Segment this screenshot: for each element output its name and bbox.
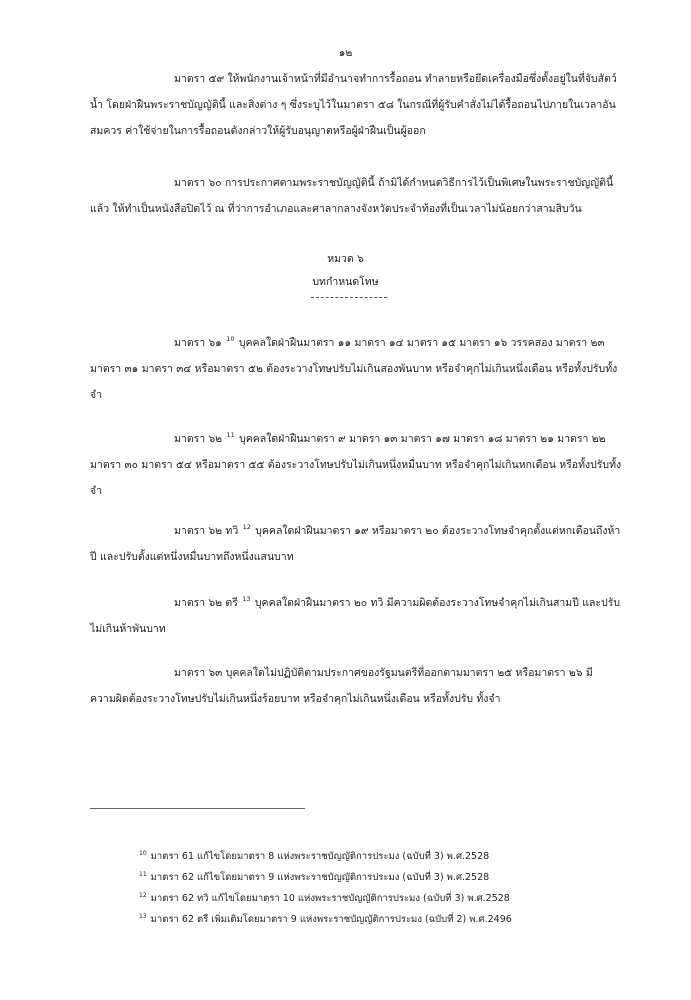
footnote: [138, 909, 618, 930]
paragraph-line: น้ำ โดยฝ่าฝืนพระราชบัญญัตินี้ และสิ่งต่าง ๆ ซึ่งระบุไว้ในมาตรา ๕๘ ในกรณีที่ผู้รับคำสั่งไม่ได้รื้อถอนไปภายในเวลาอัน: [90, 99, 616, 111]
footnote: [138, 867, 618, 888]
section-59-paragraph: [90, 66, 615, 144]
footnote-number: 10: [139, 850, 147, 857]
section-text: บุคคลใดฝ่าฝืนมาตรา ๑๑ มาตรา ๑๔ มาตรา ๑๕ มาตรา ๑๖ วรรคสอง มาตรา ๒๓: [238, 337, 605, 349]
paragraph-line: มาตรา ๓๑ มาตรา ๓๔ หรือมาตรา ๕๒ ต้องระวางโทษปรับไม่เกินสองพันบาท หรือจำคุกไม่เกินหนึ่งเดือน หรือทั้งปรับทั้ง: [90, 363, 618, 375]
section-heading: มาตรา ๖๒: [174, 433, 223, 445]
paragraph-line: จำ: [90, 485, 103, 497]
section-62-ter-paragraph: [90, 590, 621, 642]
paragraph-line: [90, 330, 615, 356]
section-text: บุคคลใดฝ่าฝืนมาตรา ๑๙ หรือมาตรา ๒๐ ต้องระวางโทษจำคุกตั้งแต่หกเดือนถึงห้า: [255, 525, 621, 537]
footnote-text: มาตรา 61 แก้ไขโดยมาตรา 8 แห่งพระราชบัญญัติการประมง (ฉบับที่ 3) พ.ศ.2528: [150, 851, 490, 862]
footnote-number: 11: [139, 871, 147, 878]
section-61-paragraph: [90, 330, 618, 408]
chapter-separator: [311, 297, 387, 298]
section-63-paragraph: [90, 660, 615, 712]
section-62-bis-paragraph: [90, 518, 621, 570]
paragraph-line: [90, 590, 621, 616]
paragraph-line: [90, 426, 615, 452]
paragraph-line: มาตรา ๓๐ มาตรา ๕๔ หรือมาตรา ๕๕ ต้องระวางโทษปรับไม่เกินหนึ่งหมื่นบาท หรือจำคุกไม่เกินหกเดือน หรือทั้งปรับทั้ง: [90, 459, 622, 471]
section-60-paragraph: [90, 170, 615, 222]
chapter-subtitle: บทกำหนดโทษ: [312, 276, 379, 288]
page-number: ๑๒: [338, 47, 353, 59]
section-text: บุคคลใดฝ่าฝืนมาตรา ๙ มาตรา ๑๓ มาตรา ๑๗ มาตรา ๑๘ มาตรา ๒๑ มาตรา ๒๒: [239, 433, 606, 445]
paragraph-line: [90, 660, 615, 686]
footnote-text: มาตรา 62 ตรี เพิ่มเติมโดยมาตรา 9 แห่งพระราชบัญญัติการประมง (ฉบับที่ 2) พ.ศ.2496: [150, 914, 512, 925]
paragraph-line: มาตรา ๖๐ การประกาศตามพระราชบัญญัตินี้ ถ้ามิได้กำหนดวิธีการไว้เป็นพิเศษในพระราชบัญญัตินี้: [174, 177, 614, 189]
footnote-number: 13: [139, 913, 147, 920]
footnote-marker: 12: [242, 523, 251, 531]
paragraph-line: แล้ว ให้ทำเป็นหนังสือปิดไว้ ณ ที่ว่าการอำเภอและศาลากลางจังหวัดประจำท้องที่เป็นเวลาไม่น้อยกว่าสามสิบวัน: [90, 203, 582, 215]
section-heading: มาตรา ๖๒ ตรี: [174, 597, 238, 609]
footnote-marker: 11: [226, 431, 235, 439]
chapter-title: หมวด ๖: [327, 253, 364, 265]
section-62-paragraph: [90, 426, 622, 504]
footnote: [138, 846, 618, 867]
section-heading: มาตรา ๖๒ ทวิ: [174, 525, 239, 537]
section-text: บุคคลใดไม่ปฏิบัติตามประกาศของรัฐมนตรีที่ออกตามมาตรา ๒๕ หรือมาตรา ๒๖ มี: [225, 667, 593, 679]
footnotes: [138, 846, 618, 930]
paragraph-line: มาตรา ๕๙ ให้พนักงานเจ้าหน้าที่มีอำนาจทำการรื้อถอน ทำลายหรือยึดเครื่องมือซึ่งตั้งอยู่ในที่จับสัตว์: [174, 73, 617, 85]
footnote-marker: 10: [226, 335, 235, 343]
paragraph-line: ไม่เกินห้าพันบาท: [90, 623, 166, 635]
paragraph-line: [90, 518, 621, 544]
footnote-separator: [90, 808, 305, 809]
footnote-number: 12: [139, 892, 147, 899]
footnote-marker: 13: [242, 595, 251, 603]
section-heading: มาตรา ๖๑: [174, 337, 222, 349]
paragraph-line: ความผิดต้องระวางโทษปรับไม่เกินหนึ่งร้อยบาท หรือจำคุกไม่เกินหนึ่งเดือน หรือทั้งปรับ ทั้งจำ: [90, 693, 501, 705]
paragraph-line: ปี และปรับตั้งแต่หนึ่งหมื่นบาทถึงหนึ่งแสนบาท: [90, 551, 294, 563]
paragraph-line: สมควร ค่าใช้จ่ายในการรื้อถอนดังกล่าวให้ผู้รับอนุญาตหรือผู้ฝ่าฝืนเป็นผู้ออก: [90, 125, 426, 137]
paragraph-line: จำ: [90, 389, 103, 401]
footnote-text: มาตรา 62 ทวิ แก้ไขโดยมาตรา 10 แห่งพระราชบัญญัติการประมง (ฉบับที่ 3) พ.ศ.2528: [150, 893, 510, 904]
section-heading: มาตรา ๖๓: [174, 667, 223, 679]
footnote-text: มาตรา 62 แก้ไขโดยมาตรา 9 แห่งพระราชบัญญัติการประมง (ฉบับที่ 3) พ.ศ.2528: [150, 872, 490, 883]
footnote: [138, 888, 618, 909]
section-text: บุคคลใดฝ่าฝืนมาตรา ๒๐ ทวิ มีความผิดต้องระวางโทษจำคุกไม่เกินสามปี และปรับ: [254, 597, 621, 609]
